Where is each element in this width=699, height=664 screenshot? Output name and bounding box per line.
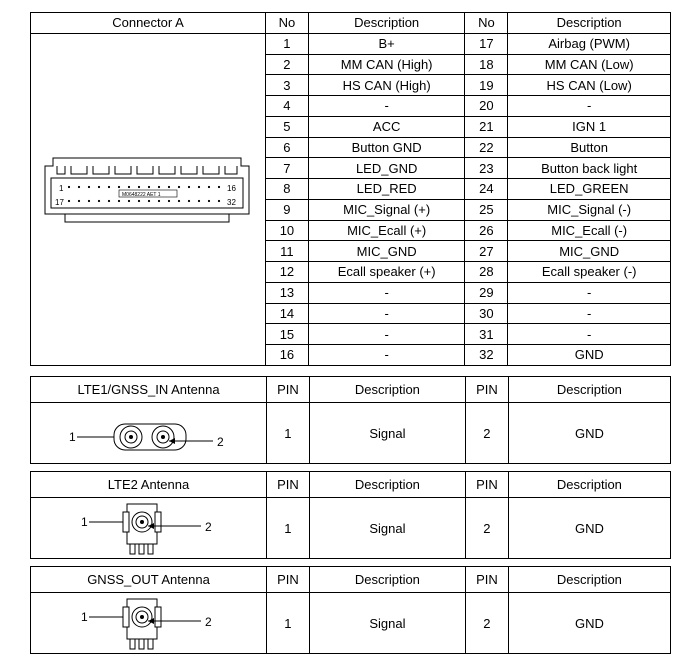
part-label: M0648222 AET 1 bbox=[122, 192, 161, 199]
pin-number-cell: 8 bbox=[265, 179, 308, 200]
pin-number-cell: 28 bbox=[465, 262, 508, 283]
pin-dot bbox=[178, 200, 180, 202]
description-cell: Airbag (PWM) bbox=[508, 33, 671, 54]
description-cell: MIC_Ecall (-) bbox=[508, 220, 671, 241]
description-cell: LED_GND bbox=[308, 158, 465, 179]
description-cell: - bbox=[508, 282, 671, 303]
pin-cell: 1 bbox=[267, 593, 310, 654]
description-cell: - bbox=[308, 324, 465, 345]
pin-number-cell: 2 bbox=[265, 54, 308, 75]
description-cell: GND bbox=[508, 403, 670, 464]
pin-number-cell: 1 bbox=[265, 33, 308, 54]
description-cell: B+ bbox=[308, 33, 465, 54]
pin-number-cell: 21 bbox=[465, 116, 508, 137]
pin-dot bbox=[128, 186, 130, 188]
description-cell: IGN 1 bbox=[508, 116, 671, 137]
pin-dot bbox=[168, 200, 170, 202]
pin-dot bbox=[88, 200, 90, 202]
dual-connector-diagram bbox=[31, 403, 266, 463]
pin-number-cell: 20 bbox=[465, 96, 508, 117]
description-cell: - bbox=[308, 282, 465, 303]
antenna-title: LTE2 Antenna bbox=[31, 472, 267, 498]
callout-2: 2 bbox=[217, 435, 224, 449]
pin-dot bbox=[178, 186, 180, 188]
pin-dot bbox=[138, 200, 140, 202]
pin-number-cell: 7 bbox=[265, 158, 308, 179]
pin-number-cell: 5 bbox=[265, 116, 308, 137]
callout-2: 2 bbox=[205, 520, 212, 534]
pin-number-cell: 30 bbox=[465, 303, 508, 324]
description-cell: MM CAN (Low) bbox=[508, 54, 671, 75]
pin-label-16: 16 bbox=[227, 184, 236, 194]
antenna-figure-cell bbox=[31, 403, 267, 464]
pin-number-cell: 13 bbox=[265, 282, 308, 303]
pin-dot bbox=[218, 200, 220, 202]
description-cell: MIC_Signal (-) bbox=[508, 199, 671, 220]
pin-number-cell: 15 bbox=[265, 324, 308, 345]
pin-number-cell: 24 bbox=[465, 179, 508, 200]
pin-dot bbox=[118, 186, 120, 188]
description-cell: LED_RED bbox=[308, 179, 465, 200]
pin-dot bbox=[138, 186, 140, 188]
antenna-table-gnss-out bbox=[30, 566, 671, 654]
table-header-row bbox=[31, 472, 671, 498]
pin-number-cell: 17 bbox=[465, 33, 508, 54]
antenna-figure-cell bbox=[31, 498, 267, 559]
pin-dot bbox=[118, 200, 120, 202]
pin-dot bbox=[148, 200, 150, 202]
antenna-title: GNSS_OUT Antenna bbox=[31, 567, 267, 593]
description-header: Description bbox=[508, 377, 670, 403]
description-cell: Signal bbox=[309, 593, 465, 654]
pin-dot bbox=[68, 200, 70, 202]
antenna-title: LTE1/GNSS_IN Antenna bbox=[31, 377, 267, 403]
pin-dot bbox=[98, 200, 100, 202]
pin-dot bbox=[188, 200, 190, 202]
pin-number-cell: 11 bbox=[265, 241, 308, 262]
pin-cell: 1 bbox=[267, 498, 310, 559]
pin-header: PIN bbox=[267, 472, 310, 498]
connector-a-diagram bbox=[31, 34, 264, 364]
pin-dot bbox=[158, 200, 160, 202]
description-cell: HS CAN (High) bbox=[308, 75, 465, 96]
description-cell: MIC_GND bbox=[308, 241, 465, 262]
pin-label-1: 1 bbox=[59, 184, 64, 194]
description-header: Description bbox=[309, 377, 465, 403]
description-header: Description bbox=[309, 472, 465, 498]
pin-label-17: 17 bbox=[55, 198, 64, 208]
pin-cell: 2 bbox=[466, 498, 509, 559]
callout-1: 1 bbox=[69, 430, 76, 444]
callout-1: 1 bbox=[81, 515, 88, 529]
connector-a-table bbox=[30, 12, 671, 366]
pin-header: PIN bbox=[466, 377, 509, 403]
pin-cell: 2 bbox=[466, 593, 509, 654]
callout-2: 2 bbox=[205, 615, 212, 629]
pin-number-cell: 16 bbox=[265, 345, 308, 366]
pin-dot bbox=[198, 186, 200, 188]
pin-number-cell: 22 bbox=[465, 137, 508, 158]
description-cell: HS CAN (Low) bbox=[508, 75, 671, 96]
table-row bbox=[31, 593, 671, 654]
pin-number-cell: 6 bbox=[265, 137, 308, 158]
pin-number-cell: 26 bbox=[465, 220, 508, 241]
pin-number-cell: 18 bbox=[465, 54, 508, 75]
pin-dot bbox=[78, 200, 80, 202]
pin-number-cell: 10 bbox=[265, 220, 308, 241]
pin-dot bbox=[98, 186, 100, 188]
pin-dot bbox=[148, 186, 150, 188]
description-header: Description bbox=[309, 567, 465, 593]
single-connector-diagram bbox=[31, 593, 266, 653]
connector-figure-cell bbox=[31, 33, 266, 365]
pin-dot bbox=[168, 186, 170, 188]
description-header: Description bbox=[308, 13, 465, 34]
description-cell: - bbox=[308, 345, 465, 366]
description-cell: - bbox=[508, 303, 671, 324]
description-cell: - bbox=[508, 324, 671, 345]
description-cell: Ecall speaker (+) bbox=[308, 262, 465, 283]
pin-number-cell: 4 bbox=[265, 96, 308, 117]
pin-cell: 1 bbox=[267, 403, 310, 464]
pin-dot bbox=[78, 186, 80, 188]
table-row bbox=[31, 33, 671, 54]
pin-dot bbox=[218, 186, 220, 188]
pin-number-cell: 31 bbox=[465, 324, 508, 345]
pin-dot bbox=[208, 200, 210, 202]
pin-number-cell: 14 bbox=[265, 303, 308, 324]
pin-label-32: 32 bbox=[227, 198, 236, 208]
table-row bbox=[31, 498, 671, 559]
table-row bbox=[31, 403, 671, 464]
description-cell: GND bbox=[508, 593, 670, 654]
pin-number-cell: 27 bbox=[465, 241, 508, 262]
pin-header: PIN bbox=[466, 472, 509, 498]
description-cell: - bbox=[308, 303, 465, 324]
description-header: Description bbox=[508, 13, 671, 34]
pin-dot bbox=[198, 200, 200, 202]
description-cell: Button GND bbox=[308, 137, 465, 158]
pin-header: PIN bbox=[267, 377, 310, 403]
pin-number-cell: 29 bbox=[465, 282, 508, 303]
pin-dot bbox=[88, 186, 90, 188]
pin-cell: 2 bbox=[466, 403, 509, 464]
pin-number-cell: 32 bbox=[465, 345, 508, 366]
pin-number-cell: 9 bbox=[265, 199, 308, 220]
description-cell: ACC bbox=[308, 116, 465, 137]
antenna-table-lte2 bbox=[30, 471, 671, 559]
pin-number-cell: 3 bbox=[265, 75, 308, 96]
pin-header: PIN bbox=[466, 567, 509, 593]
description-cell: Signal bbox=[309, 403, 465, 464]
description-cell: - bbox=[508, 96, 671, 117]
description-cell: Signal bbox=[309, 498, 465, 559]
description-header: Description bbox=[508, 567, 670, 593]
pin-dot bbox=[188, 186, 190, 188]
description-cell: MM CAN (High) bbox=[308, 54, 465, 75]
description-cell: Button bbox=[508, 137, 671, 158]
pin-dot bbox=[108, 186, 110, 188]
description-cell: - bbox=[308, 96, 465, 117]
pin-dot bbox=[128, 200, 130, 202]
pin-dot bbox=[158, 186, 160, 188]
pin-dot bbox=[208, 186, 210, 188]
description-cell: GND bbox=[508, 498, 670, 559]
antenna-table-lte1 bbox=[30, 376, 671, 464]
description-header: Description bbox=[508, 472, 670, 498]
table-header-row bbox=[31, 567, 671, 593]
description-cell: Button back light bbox=[508, 158, 671, 179]
table-header-row bbox=[31, 13, 671, 34]
table-header-row bbox=[31, 377, 671, 403]
single-connector-diagram bbox=[31, 498, 266, 558]
pin-header: PIN bbox=[267, 567, 310, 593]
connector-header: Connector A bbox=[31, 13, 266, 34]
description-cell: LED_GREEN bbox=[508, 179, 671, 200]
description-cell: MIC_Ecall (+) bbox=[308, 220, 465, 241]
callout-1: 1 bbox=[81, 610, 88, 624]
description-cell: GND bbox=[508, 345, 671, 366]
description-cell: MIC_Signal (+) bbox=[308, 199, 465, 220]
pin-number-cell: 25 bbox=[465, 199, 508, 220]
pin-number-cell: 19 bbox=[465, 75, 508, 96]
description-cell: MIC_GND bbox=[508, 241, 671, 262]
description-cell: Ecall speaker (-) bbox=[508, 262, 671, 283]
no-header: No bbox=[465, 13, 508, 34]
pin-dot bbox=[108, 200, 110, 202]
pin-dot bbox=[68, 186, 70, 188]
pin-number-cell: 12 bbox=[265, 262, 308, 283]
antenna-figure-cell bbox=[31, 593, 267, 654]
no-header: No bbox=[265, 13, 308, 34]
pin-number-cell: 23 bbox=[465, 158, 508, 179]
